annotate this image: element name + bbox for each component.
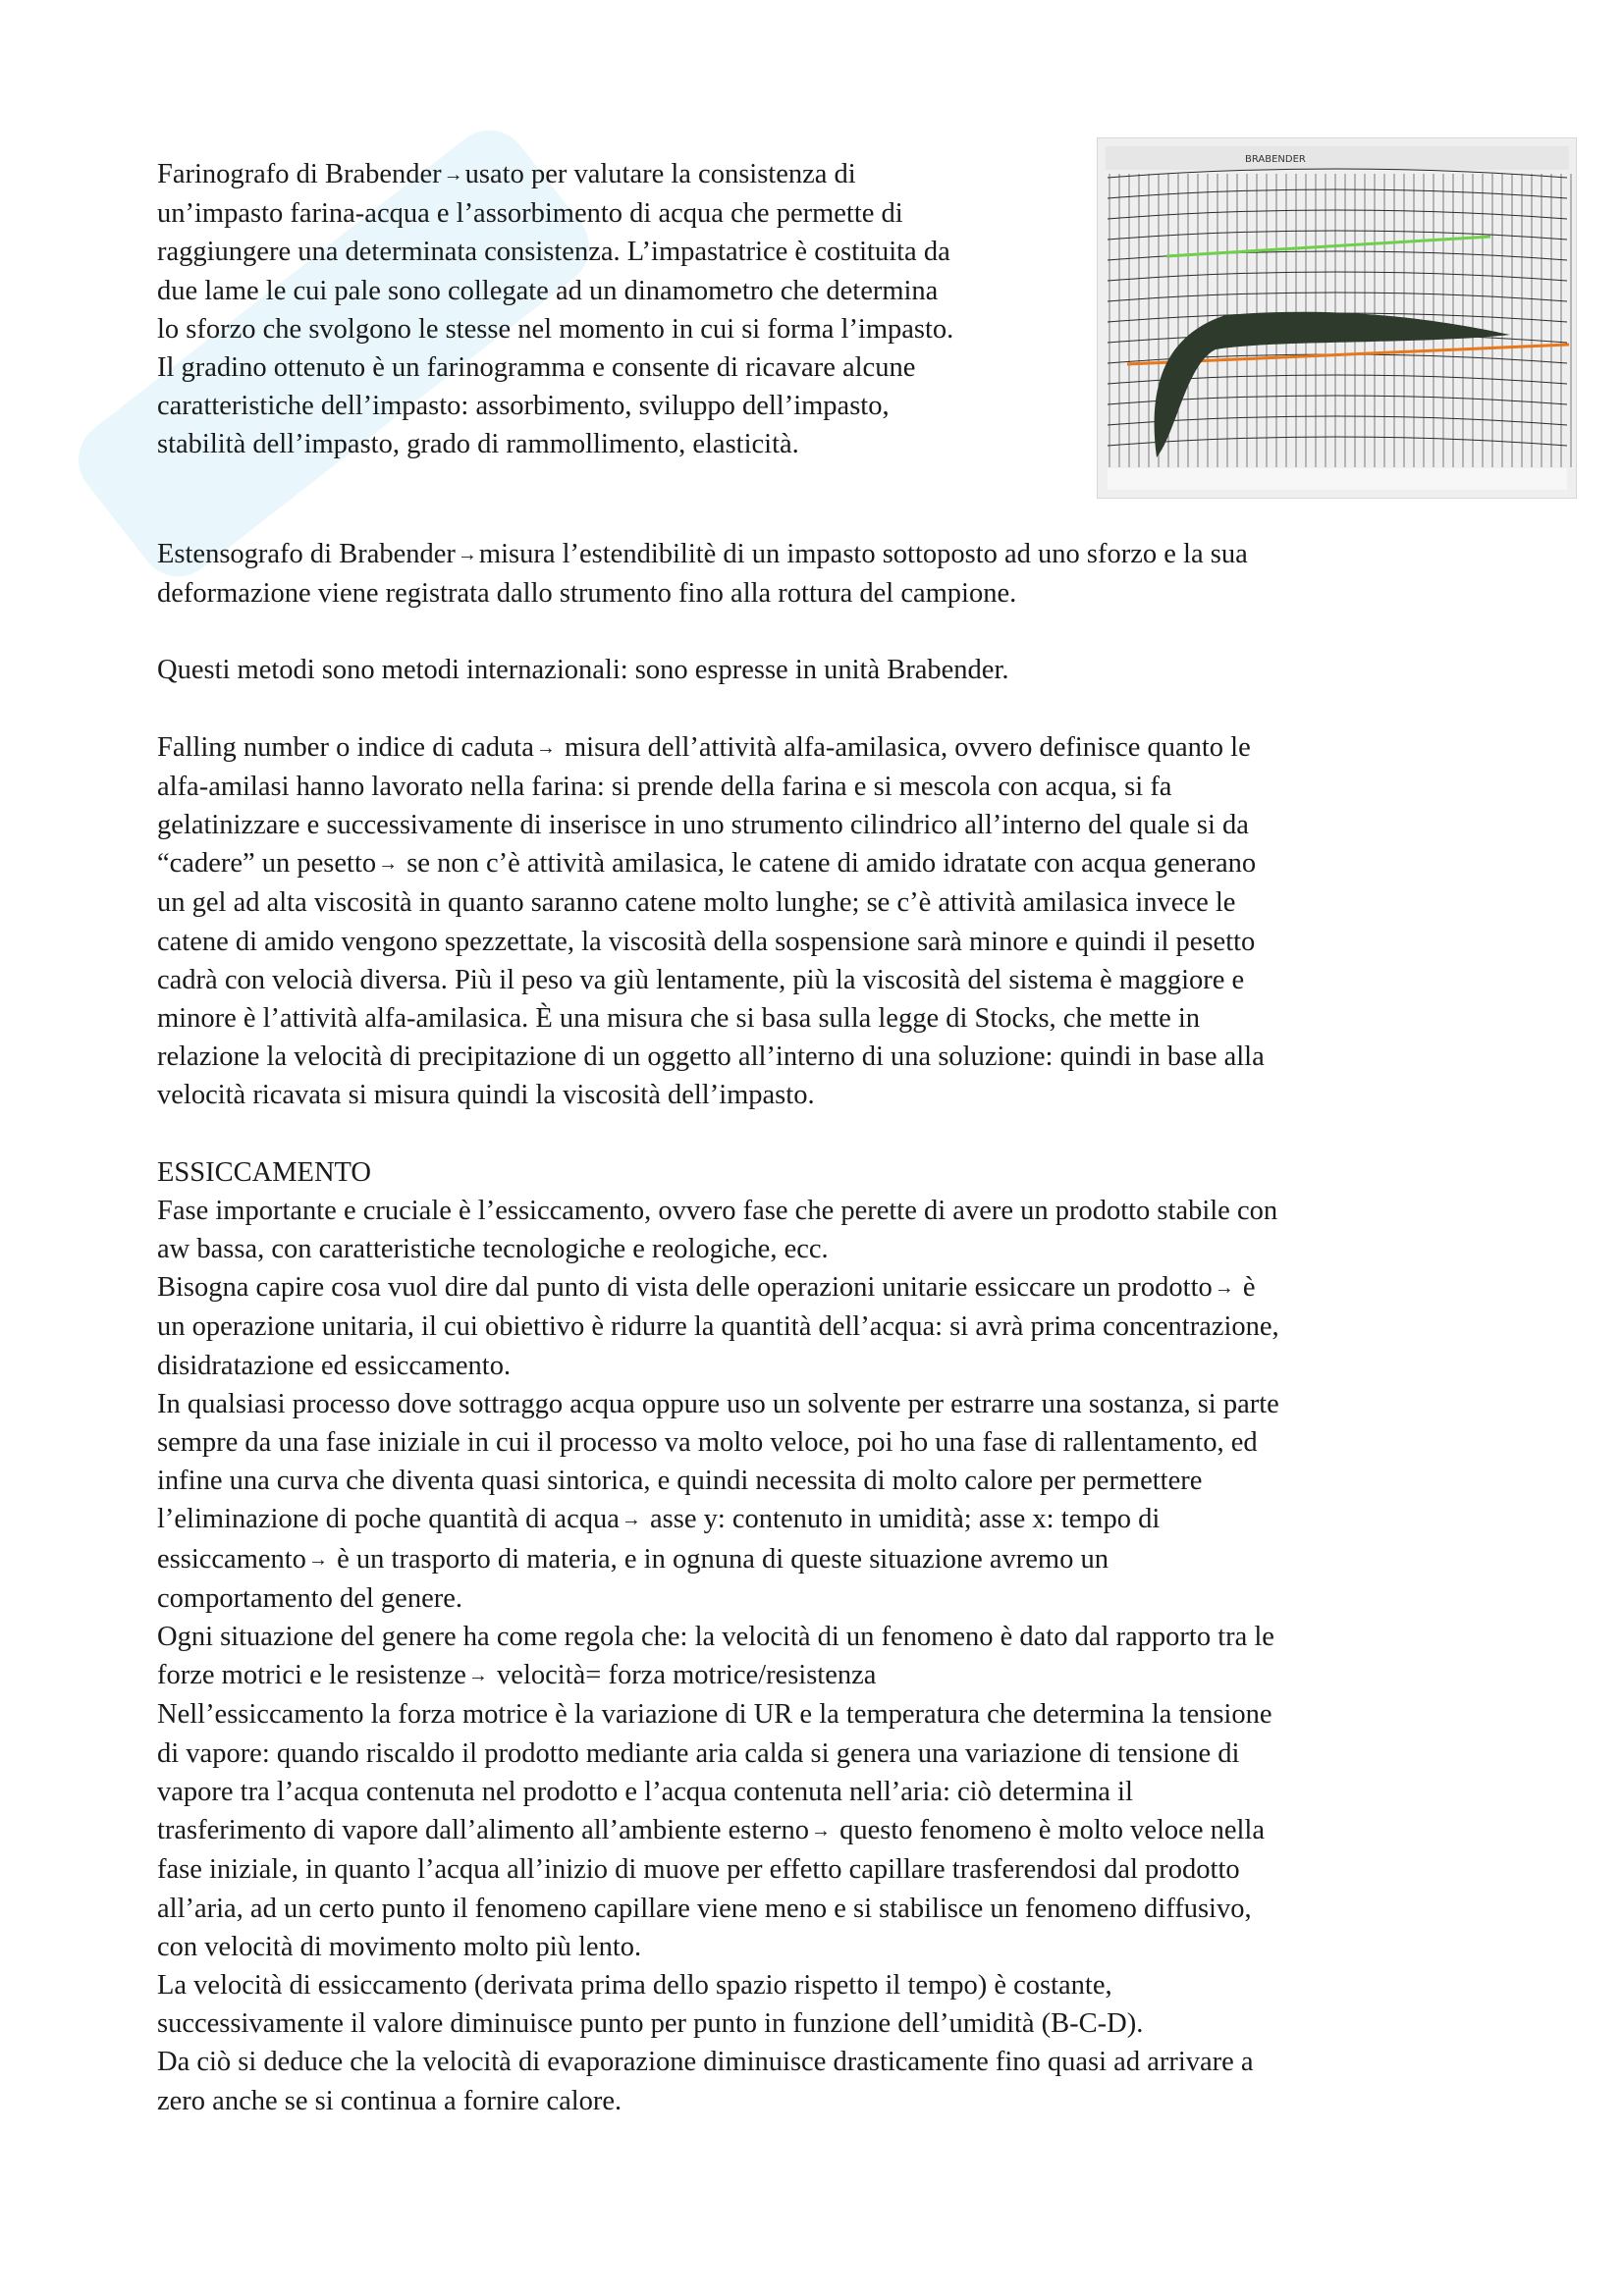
farinogram-figure <box>1097 137 1577 499</box>
paragraph-velocita: La velocità di essiccamento (derivata prima dello spazio rispetto il tempo) è costante, successivamente il valore diminuisce punto per punto in funzione dell’umidità (B-C-D). <box>157 1969 1144 2040</box>
paragraph-falling-number: Falling number o indice di caduta → misura dell’attività alfa-amilasica, ovvero definisce quanto le alfa-amilasi hanno lavorato nella farina: si prende della farina e si mescola con acqua, si fa gelatinizzare e successivamente di inserisce in uno strumento cilindrico all’interno del quale si da “cadere” un pesetto → se non c’è attività amilasica, le catene di amido idratate con acqua generano un gel ad alta viscosità in quanto saranno catene molto lunghe; se c’è attività amilasica invece le catene di amido vengono spezzettate, la viscosità della sospensione sarà minore e quindi il pesetto cadrà con velocià diversa. Più il peso va giù lentamente, più la viscosità del sistema è maggiore e minore è l’attività alfa-amilasica. È una misura che si basa sulla legge di Stocks, che mette in relazione la velocità di precipitazione di un oggetto all’interno di una soluzione: quindi in base alla velocità ricavata si misura quindi la viscosità dell’impasto. <box>157 731 1265 1111</box>
arrow-icon: → <box>378 853 399 876</box>
arrow-icon: → <box>457 544 477 565</box>
paragraph-estensografo: Estensografo di Brabender →misura l’estendibilitè di un impasto sottoposto ad uno sforzo e la sua deformazione viene registrata dallo strumento fino alla rottura del campione. <box>157 539 1248 610</box>
arrow-icon: → <box>467 1665 488 1687</box>
section-heading: ESSICCAMENTO <box>157 1156 372 1188</box>
paragraph-metodi: Questi metodi sono metodi internazionali: sono espresse in unità Brabender. <box>157 655 1009 686</box>
arrow-icon: → <box>307 1548 328 1571</box>
arrow-icon: → <box>535 736 556 759</box>
arrow-icon: → <box>1214 1277 1234 1300</box>
figure-header: BRABENDER <box>1245 154 1306 165</box>
arrow-icon: → <box>810 1820 831 1842</box>
arrow-icon: → <box>621 1509 641 1531</box>
arrow-icon: → <box>443 164 463 186</box>
paragraph-conclusione: Da ciò si deduce che la velocità di evaporazione diminuisce drasticamente fino quasi ad arrivare a zero anche se si continua a fornire calore. <box>157 2047 1254 2116</box>
paragraph-forza-motrice: Nell’essiccamento la forza motrice è la variazione di UR e la temperatura che determina la tensione di vapore: quando riscaldo il prodotto mediante aria calda si genera una variazione di tensione di vapore tra l’acqua contenuta nel prodotto e l’acqua contenuta nell’aria: ciò determina il trasferimento di vapore dall’alimento all’ambiente esterno → questo fenomeno è molto veloce nella fase iniziale, in quanto l’acqua all’inizio di muove per effetto capillare trasferendosi dal prodotto all’aria, ad un certo punto il fenomeno capillare viene meno e si stabilisce un fenomeno diffusivo, con velocità di movimento molto più lento. <box>157 1699 1272 1962</box>
paragraph-farinografo: Farinografo di Brabender →usato per valutare la consistenza di un’impasto farina-acqua e l’assorbimento di acqua che permette di raggiungere una determinata consistenza. L’impastatrice è costituita da due lame le cui pale sono collegate ad un dinamometro che determina lo sforzo che svolgono le stesse nel momento in cui si forma l’impasto. Il gradino ottenuto è un farinogramma e consente di ricavare alcune caratteristiche dell’impasto: assorbimento, sviluppo dell’impasto, stabilità dell’impasto, grado di rammollimento, elasticità. <box>157 159 954 460</box>
paragraph-processo: In qualsiasi processo dove sottraggo acqua oppure uso un solvente per estrarre una sostanza, si parte sempre da una fase iniziale in cui il processo va molto veloce, poi ho una fase di rallentamento, ed infine una curva che diventa quasi sintorica, e quindi necessita di molto calore per permettere l’eliminazione di poche quantità di acqua → asse y: contenuto in umidità; asse x: tempo di essiccamento → è un trasporto di materia, e in ognuna di queste situazione avremo un comportamento del genere. <box>157 1388 1279 1614</box>
paragraph-essiccamento-intro: Fase importante e cruciale è l’essiccamento, ovvero fase che perette di avere un prodotto stabile con aw bassa, con caratteristiche tecnologiche e reologiche, ecc. <box>157 1195 1278 1265</box>
term-farinografo: Farinografo di Brabender <box>157 159 442 189</box>
paragraph-regola: Ogni situazione del genere ha come regola che: la velocità di un fenomeno è dato dal rapporto tra le forze motrici e le resistenze → velocità= forza motrice/resistenza <box>157 1622 1274 1691</box>
paragraph-operazioni-unitarie: Bisogna capire cosa vuol dire dal punto di vista delle operazioni unitarie essiccare un prodotto → è un operazione unitaria, il cui obiettivo è ridurre la quantità dell’acqua: si avrà prima concentrazione, disidratazione ed essiccamento. <box>157 1272 1279 1381</box>
document-body <box>157 535 1478 2120</box>
